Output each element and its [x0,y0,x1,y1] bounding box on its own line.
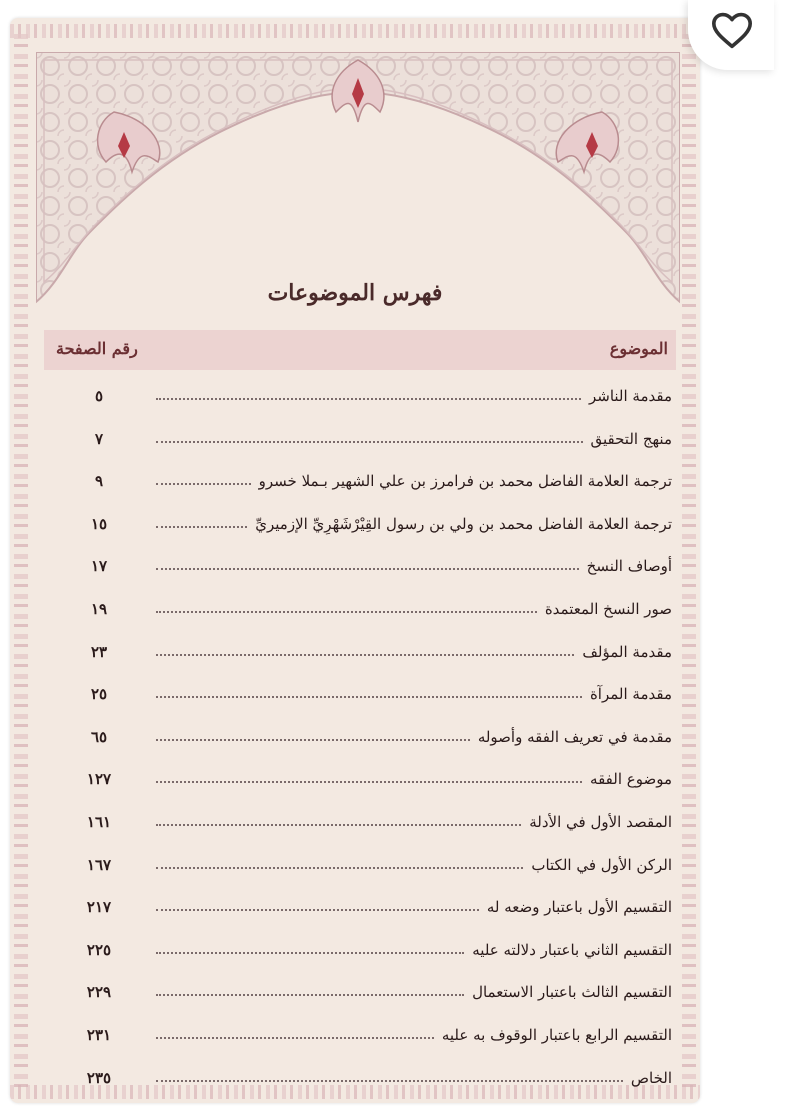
toc-topic: ترجمة العلامة الفاضل محمد بن ولي بن رسول القِيْرْشَهْرِيِّ الإزميريِّ [255,514,672,533]
toc-row [44,506,676,549]
toc-topic: مقدمة الناشر [588,387,672,405]
header-page-number: رقم الصفحة [56,339,138,358]
toc-leader-dots [156,781,582,783]
page-title: فهرس الموضوعات [267,280,443,306]
toc-topic: المقصد الأول في الأدلة [529,812,672,831]
toc-page: ١٦٧ [86,855,112,874]
toc-leader-dots [156,568,579,570]
toc-page: ٢٥ [90,685,108,704]
toc-list [44,378,676,1102]
toc-leader-dots [156,696,582,698]
toc-topic: ترجمة العلامة الفاضل محمد بن فرامرز بن علي الشهير بـملا خسرو [258,472,672,491]
toc-page: ٢٣٥ [86,1068,112,1087]
toc-leader-dots [156,441,583,443]
toc-leader-dots [156,909,479,911]
toc-page: ٢٣ [90,642,108,661]
toc-leader-dots [156,1037,434,1039]
toc-leader-dots [156,1080,623,1082]
frame-border-right [682,34,696,1087]
toc-topic: موضوع الفقه [590,770,672,789]
toc-row [44,378,676,421]
toc-topic: الخاص [630,1068,672,1087]
toc-page: ١٩ [90,599,108,618]
toc-row [44,761,676,804]
toc-topic: أوصاف النسخ [586,557,672,576]
toc-row [44,932,676,975]
toc-page: ١٥ [90,514,108,533]
toc-leader-dots [156,398,581,400]
toc-topic: التقسيم الأول باعتبار وضعه له [486,898,672,917]
header-topic: الموضوع [609,339,668,358]
toc-row [44,974,676,1017]
toc-page: ٢٢٥ [86,940,112,959]
toc-row [44,463,676,506]
toc-leader-dots [156,952,464,954]
toc-leader-dots [156,994,464,996]
toc-topic: الركن الأول في الكتاب [531,855,672,874]
toc-leader-dots [156,611,537,613]
toc-page: ١٧ [90,557,108,576]
toc-topic: مقدمة المرآة [589,685,672,704]
toc-topic: التقسيم الثاني باعتبار دلالته عليه [472,940,672,959]
heart-icon [710,10,754,50]
toc-leader-dots [156,867,523,869]
toc-page: ٦٥ [90,727,108,746]
frame-border-top [10,24,700,38]
toc-leader-dots [156,483,251,485]
toc-page: ٧ [94,429,104,448]
toc-page: ٥ [94,387,104,405]
toc-row [44,421,676,464]
toc-topic: صور النسخ المعتمدة [544,599,672,618]
toc-topic: مقدمة في تعريف الفقه وأصوله [477,727,672,746]
toc-topic: منهج التحقيق [590,429,672,448]
toc-row [44,548,676,591]
toc-row [44,634,676,677]
toc-page: ٢٢٩ [86,983,112,1002]
toc-leader-dots [156,824,521,826]
toc-leader-dots [156,739,470,741]
toc-page: ٩ [94,472,104,491]
toc-row [44,1017,676,1060]
document-page [10,18,700,1103]
toc-leader-dots [156,526,247,528]
toc-row [44,889,676,932]
toc-row [44,847,676,890]
toc-row [44,591,676,634]
toc-topic: مقدمة المؤلف [582,642,672,661]
toc-page: ٢١٧ [86,898,112,917]
toc-page: ١٦١ [86,812,112,831]
toc-row [44,1060,676,1103]
frame-border-left [14,34,28,1087]
toc-leader-dots [156,654,574,656]
toc-row [44,804,676,847]
toc-page: ٢٣١ [86,1025,112,1044]
toc-topic: التقسيم الرابع باعتبار الوقوف به عليه [441,1025,672,1044]
toc-page: ١٢٧ [86,770,112,789]
toc-topic: التقسيم الثالث باعتبار الاستعمال [472,983,672,1002]
table-header [44,330,676,370]
toc-row [44,719,676,762]
toc-row [44,676,676,719]
favorite-button[interactable] [688,0,774,70]
